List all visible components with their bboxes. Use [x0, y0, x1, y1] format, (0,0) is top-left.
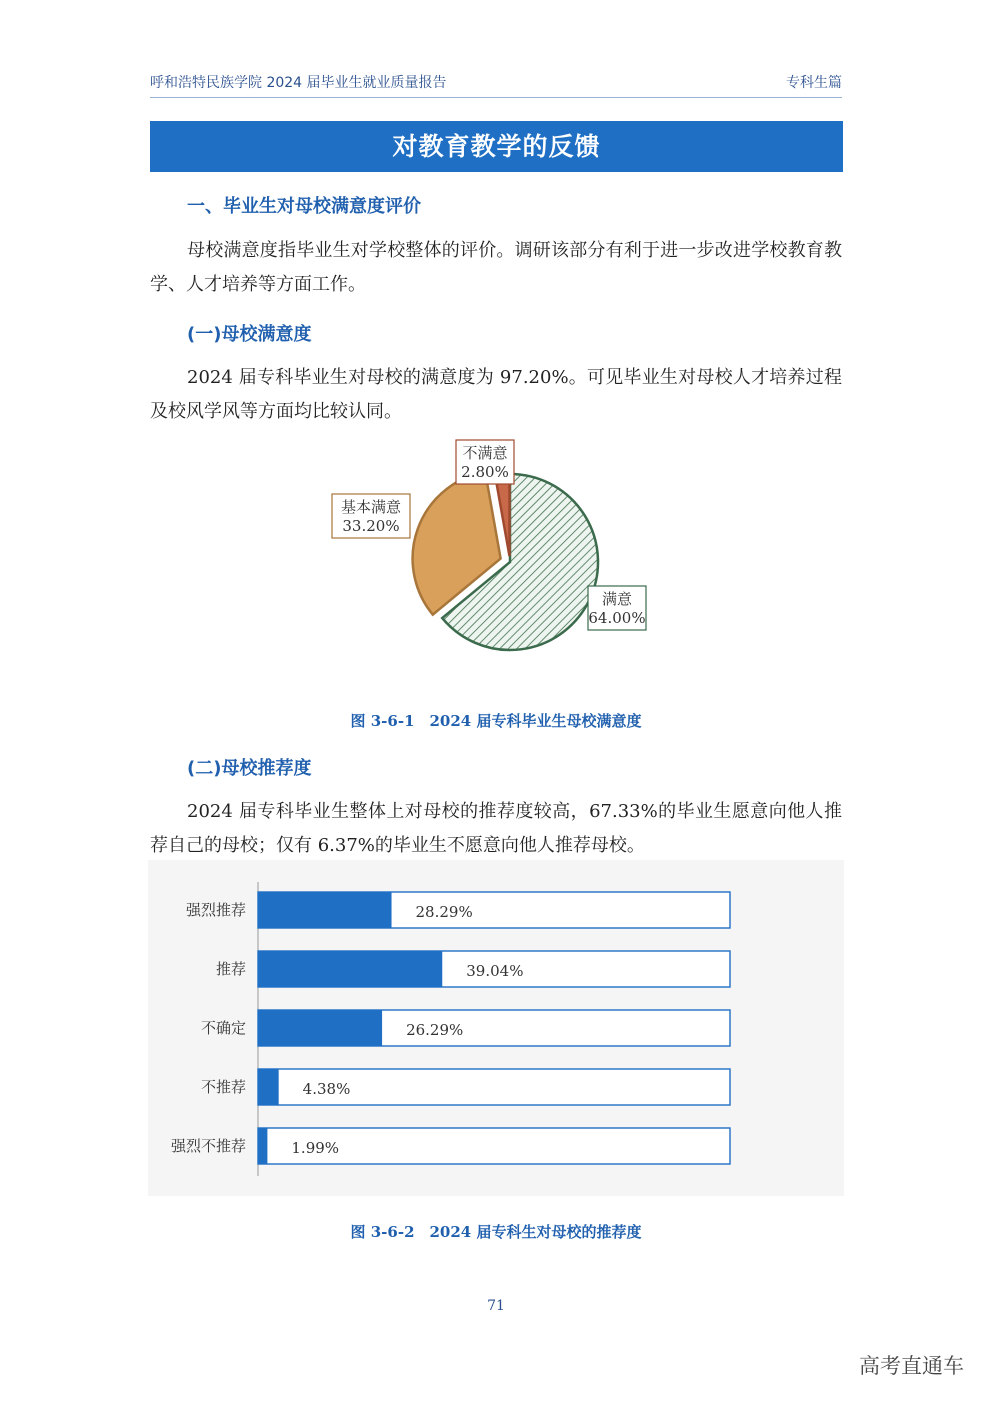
bar-2: [258, 951, 442, 987]
bar-category-label: 强烈推荐: [185, 901, 246, 919]
bar-value-label: 1.99%: [291, 1139, 340, 1157]
bar-category-label: 推荐: [215, 960, 246, 978]
bar-category-label: 强烈不推荐: [170, 1137, 246, 1155]
pie-label-value: 2.80%: [461, 463, 509, 481]
bar-5: [258, 1128, 267, 1164]
bar-3: [258, 1010, 382, 1046]
section-heading: 一、毕业生对母校满意度评价: [187, 196, 421, 217]
satisfaction-paragraph: 2024 届专科毕业生对母校的满意度为 97.20%。可见毕业生对母校人才培养过程及校风学风等方面均比较认同。: [150, 367, 842, 422]
bar-value-label: 28.29%: [415, 903, 473, 921]
bar-value-label: 39.04%: [466, 962, 524, 980]
page-number: 71: [487, 1298, 505, 1314]
bar-4: [258, 1069, 279, 1105]
pie-label-name: 满意: [601, 590, 633, 608]
subsection-heading-satisfaction: (一)母校满意度: [187, 324, 312, 345]
bar-category-label: 不推荐: [200, 1078, 246, 1096]
pie-label-value: 33.20%: [342, 517, 400, 535]
figure-caption-satisfaction: 图 3-6-1 2024 届专科毕业生母校满意度: [350, 712, 642, 730]
subsection-heading-recommendation: (二)母校推荐度: [187, 758, 312, 779]
bar-category-label: 不确定: [200, 1019, 246, 1037]
bar-value-label: 26.29%: [406, 1021, 464, 1039]
watermark-text: 高考直通车: [859, 1354, 964, 1378]
recommendation-paragraph: 2024 届专科毕业生整体上对母校的推荐度较高，67.33%的毕业生愿意向他人推荐自己的母校；仅有 6.37%的毕业生不愿意向他人推荐母校。: [150, 801, 842, 856]
recommendation-bar-chart-area: [148, 860, 844, 1196]
page-title: 对教育教学的反馈: [150, 121, 843, 172]
satisfaction-pie-chart: [300, 432, 700, 672]
section-intro-paragraph: 母校满意度指毕业生对学校整体的评价。调研该部分有利于进一步改进学校教育教学、人才培养等方面工作。: [150, 240, 842, 295]
header-divider: [150, 97, 842, 98]
pie-label-name: 不满意: [462, 444, 508, 462]
header-section-name: 专科生篇: [786, 75, 842, 91]
pie-label-value: 64.00%: [588, 609, 646, 627]
figure-caption-recommendation: 图 3-6-2 2024 届专科生对母校的推荐度: [350, 1223, 642, 1241]
bar-value-label: 4.38%: [302, 1080, 351, 1098]
header-report-title: 呼和浩特民族学院 2024 届毕业生就业质量报告: [150, 75, 447, 91]
recommendation-bar-chart: [148, 860, 844, 1196]
bar-1: [258, 892, 392, 928]
pie-label-name: 基本满意: [340, 498, 402, 516]
